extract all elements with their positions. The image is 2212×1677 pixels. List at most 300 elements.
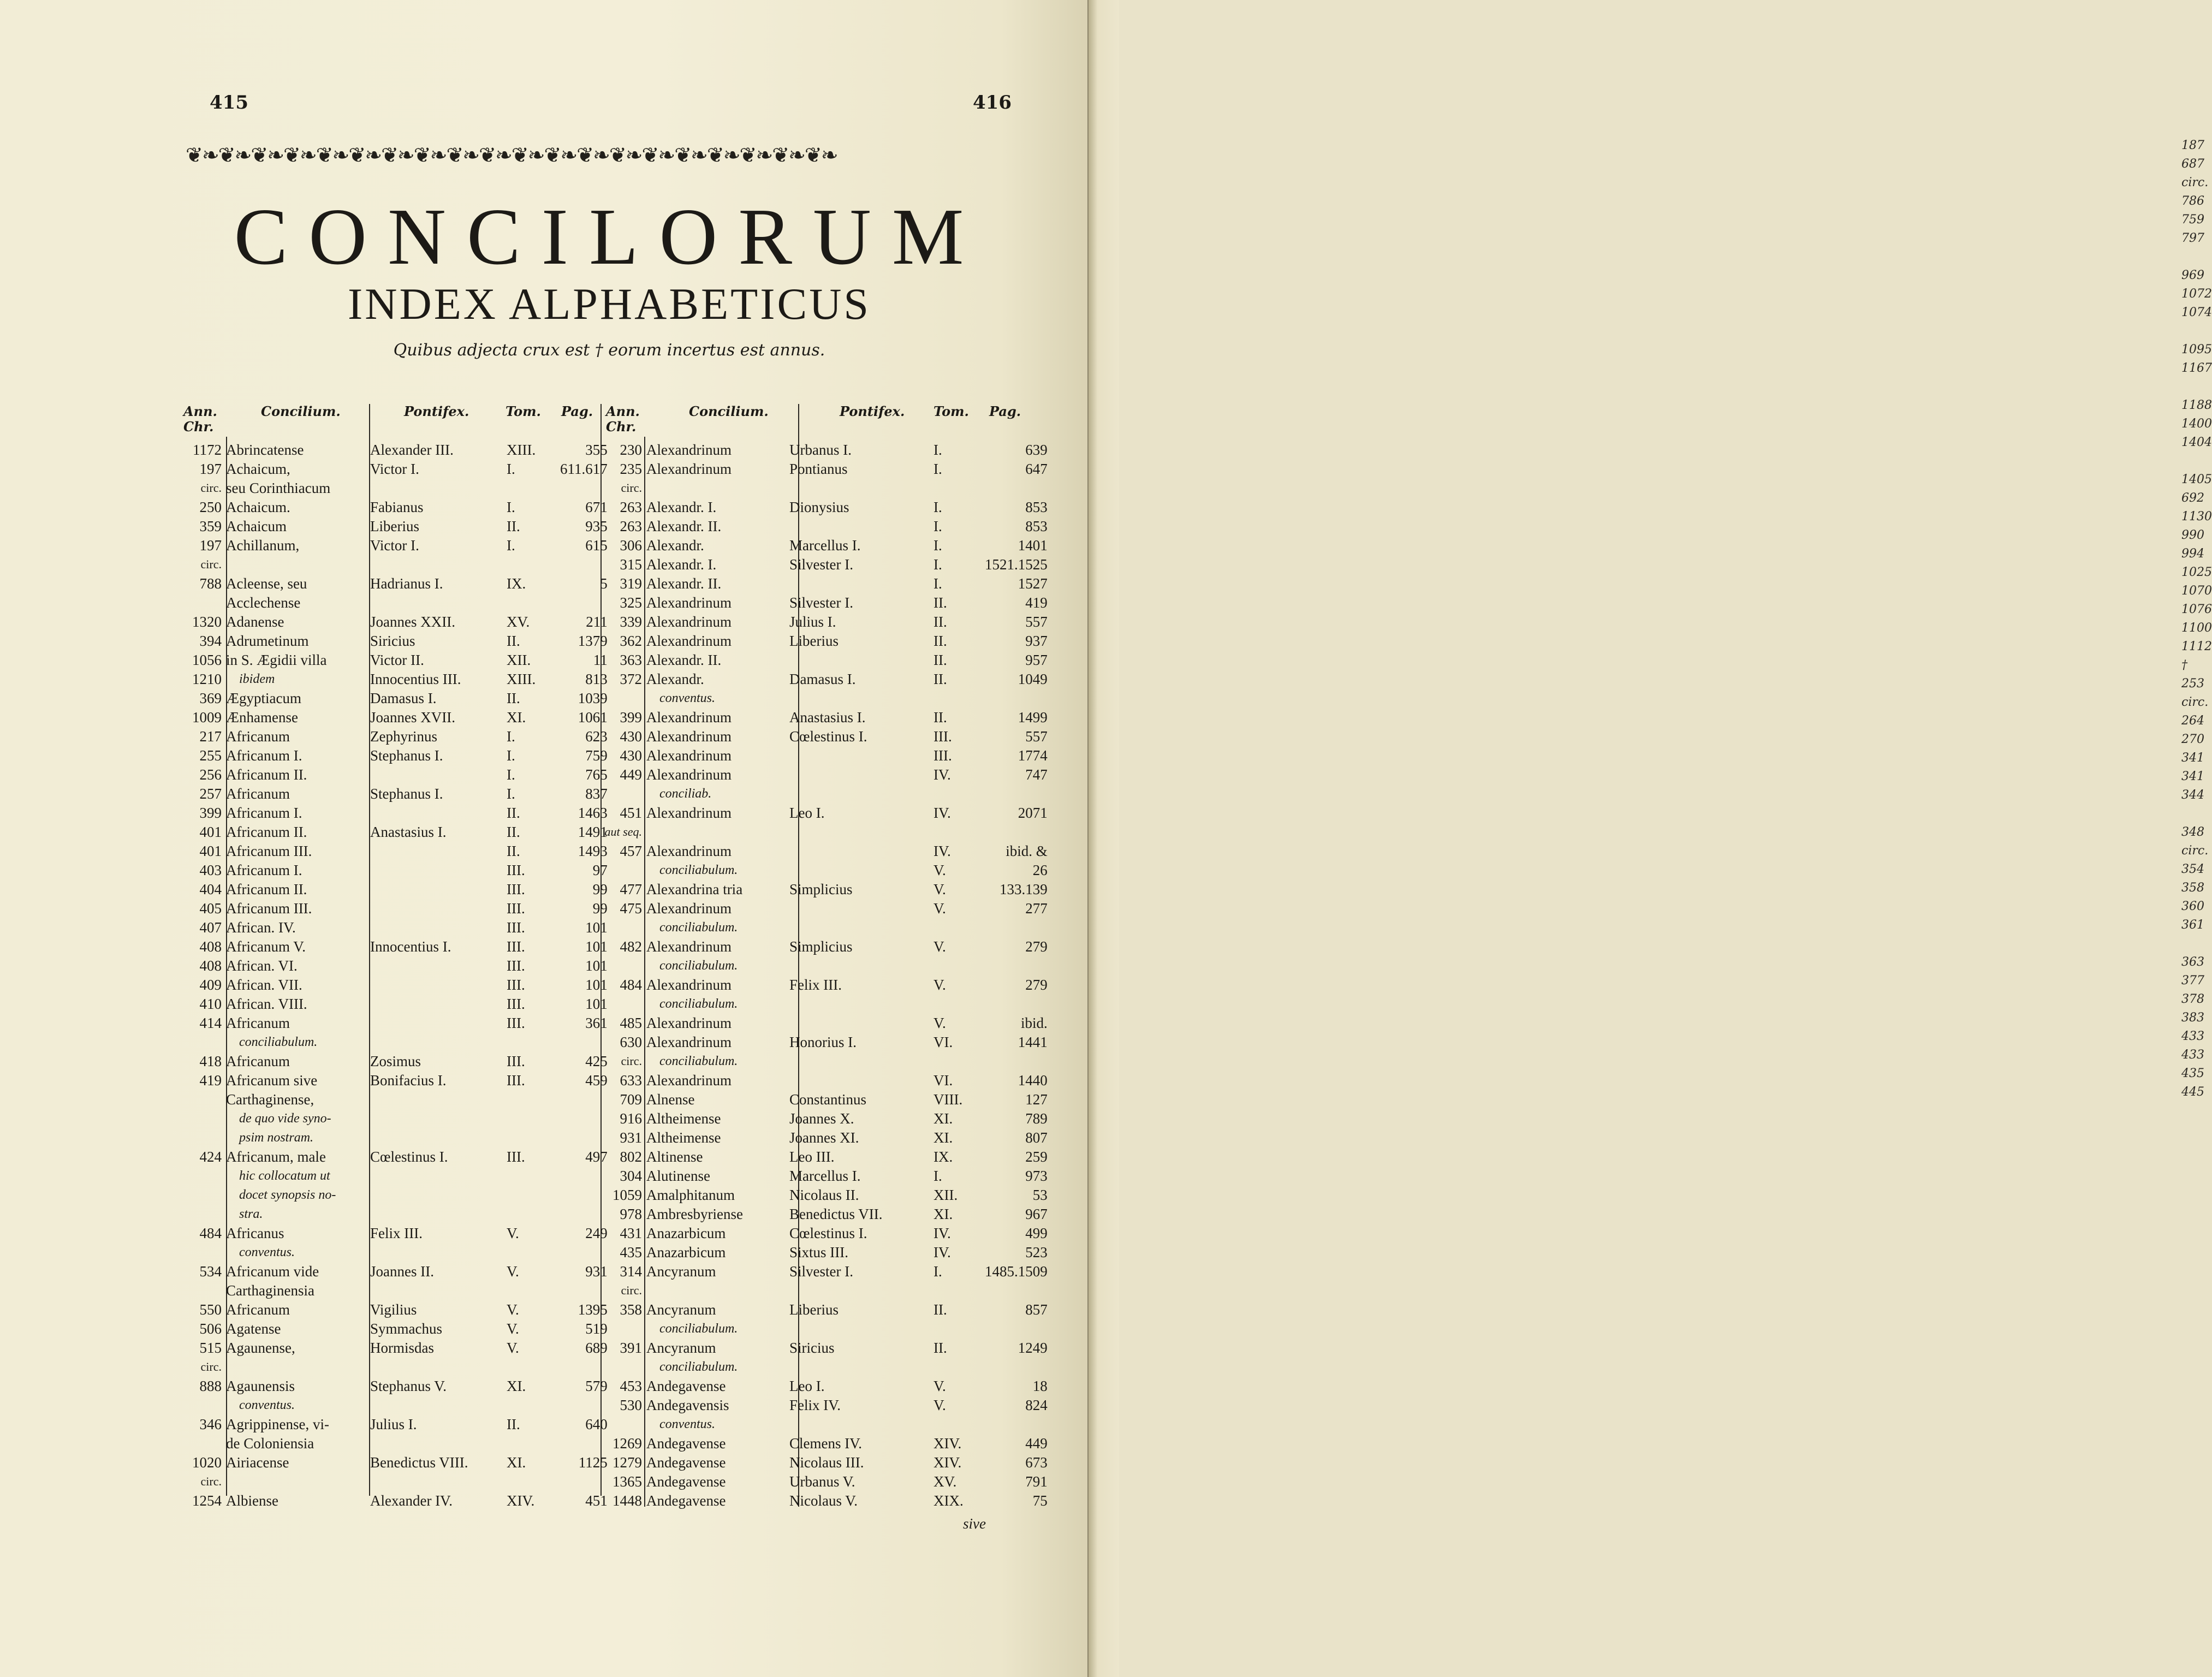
tome-cell: XI. <box>507 1454 526 1471</box>
tome-cell: XII. <box>933 1187 958 1203</box>
year-cell: 263 <box>620 499 642 515</box>
year-cell: 403 <box>199 862 222 878</box>
concilium-cell: Alexandr. <box>646 537 704 554</box>
gutter-year: 378 <box>2181 992 2204 1006</box>
table-row <box>603 1454 1048 1473</box>
table-row <box>603 479 1048 498</box>
concilium-cell: conciliabulum. <box>239 1035 318 1049</box>
table-row <box>603 1473 1048 1492</box>
tome-cell: III. <box>507 919 525 936</box>
pontifex-cell: Urbanus I. <box>789 442 852 458</box>
page-cell: 499 <box>1025 1225 1048 1241</box>
page-cell: 1527 <box>1018 575 1048 592</box>
table-row <box>183 919 608 938</box>
page-cell: 451 <box>585 1492 608 1509</box>
page-cell: 973 <box>1025 1168 1048 1184</box>
tome-cell <box>506 1033 560 1052</box>
year-cell: 482 <box>620 938 642 955</box>
pontifex-cell: Benedictus VIII. <box>370 1454 468 1471</box>
year-cell: 369 <box>199 690 222 706</box>
concilium-cell: hic collocatum ut <box>239 1169 330 1183</box>
year-cell: 424 <box>199 1149 222 1165</box>
table-row <box>183 1454 608 1473</box>
table-row <box>603 976 1048 995</box>
concilium-cell: Altheimense <box>646 1129 721 1146</box>
tome-cell: II. <box>933 1301 947 1318</box>
year-cell: 430 <box>620 728 642 745</box>
tome-cell: XII. <box>507 652 531 668</box>
table-row <box>603 1205 1048 1224</box>
pontifex-cell: Joannes XXII. <box>370 614 455 630</box>
pontifex-cell: Joannes XVII. <box>370 709 455 725</box>
page-cell: 18 <box>1032 1378 1048 1394</box>
page-cell: 1440 <box>1018 1072 1048 1089</box>
gutter-year: 990 <box>2181 528 2204 542</box>
pontifex-cell: Silvester I. <box>789 556 853 573</box>
table-row <box>183 1416 608 1435</box>
table-row <box>183 1492 608 1511</box>
pontifex-cell: Felix III. <box>789 977 842 993</box>
gutter-year: 1100 <box>2181 621 2212 635</box>
concilium-cell: conciliabulum. <box>659 863 738 877</box>
tome-cell: II. <box>507 805 520 821</box>
concilium-cell: Agatense <box>226 1321 281 1337</box>
pontifex-cell <box>370 900 506 919</box>
pontifex-cell: Damasus I. <box>370 690 437 706</box>
year-cell: 1448 <box>613 1492 642 1509</box>
year-cell: 457 <box>620 843 642 859</box>
year-cell <box>183 1129 226 1148</box>
tome-cell <box>932 1282 985 1301</box>
pontifex-cell: Siricius <box>370 633 415 649</box>
year-cell: 1020 <box>192 1454 222 1471</box>
table-row <box>183 1377 608 1396</box>
tome-cell: I. <box>933 461 942 477</box>
concilium-cell: Africanus <box>226 1225 284 1241</box>
page-cell: 853 <box>1025 518 1048 534</box>
tome-cell: XI. <box>507 709 526 725</box>
concilium-cell: Abrincatense <box>226 442 304 458</box>
year-cell: 314 <box>620 1263 642 1280</box>
concilium-cell: Anazarbicum <box>646 1244 726 1260</box>
pontifex-cell <box>789 1072 932 1091</box>
table-row <box>603 689 1048 709</box>
tome-cell: XIV. <box>507 1492 535 1509</box>
pontifex-cell: Stephanus I. <box>370 786 443 802</box>
page-cell: 279 <box>1025 977 1048 993</box>
concilium-cell: Adrumetinum <box>226 633 309 649</box>
page-cell: 277 <box>1025 900 1048 917</box>
page-cell: 623 <box>585 728 608 745</box>
ornament-band: ❦❧❦❧❦❧❦❧❦❧❦❧❦❧❦❧❦❧❦❧❦❧❦❧❦❧❦❧❦❧❦❧❦❧❦❧❦❧❦❧ <box>186 143 837 167</box>
gutter-year: 1072 <box>2181 287 2212 301</box>
pontifex-cell: Zephyrinus <box>370 728 437 745</box>
table-row <box>183 537 608 556</box>
pontifex-cell <box>370 1473 506 1492</box>
concilium-cell: Africanum <box>226 1015 290 1031</box>
table-row <box>183 747 608 766</box>
pontifex-cell <box>789 689 932 709</box>
title-main: CONCILORUM <box>234 192 985 282</box>
year-cell <box>183 1091 226 1110</box>
pontifex-cell: Silvester I. <box>789 594 853 611</box>
page-number-right: 416 <box>973 92 1012 114</box>
gutter-year: 1188 <box>2181 399 2212 412</box>
gutter-year: 433 <box>2181 1048 2204 1062</box>
tome-cell: I. <box>507 728 515 745</box>
concilium-cell: Ænhamense <box>226 709 298 725</box>
pontifex-cell <box>370 1091 506 1110</box>
table-row <box>183 1473 608 1492</box>
tome-cell: V. <box>933 1397 946 1413</box>
concilium-cell: Africanum <box>226 1301 290 1318</box>
pontifex-cell: Sixtus III. <box>789 1244 848 1260</box>
table-row <box>183 575 608 594</box>
concilium-cell: de quo vide syno- <box>239 1111 331 1126</box>
tome-cell: V. <box>507 1301 519 1318</box>
tome-cell: II. <box>933 1340 947 1356</box>
table-row <box>183 842 608 861</box>
pontifex-cell: Joannes X. <box>789 1110 854 1127</box>
page-cell: 611.617 <box>560 461 608 477</box>
table-row <box>183 1072 608 1091</box>
table-row <box>183 1435 608 1454</box>
table-row <box>183 1148 608 1167</box>
table-row <box>183 976 608 995</box>
page-cell: 133.139 <box>1000 881 1048 897</box>
pontifex-cell: Victor II. <box>370 652 424 668</box>
table-row <box>603 804 1048 823</box>
page-cell <box>985 689 1048 709</box>
table-row <box>603 1148 1048 1167</box>
pontifex-cell: Constantinus <box>789 1091 867 1108</box>
page-cell: 1774 <box>1018 747 1048 764</box>
year-cell: 435 <box>620 1244 642 1260</box>
pontifex-cell: Simplicius <box>789 881 853 897</box>
concilium-cell: Alexandrinum <box>646 900 732 917</box>
table-row <box>183 709 608 728</box>
table-row <box>603 785 1048 804</box>
page-cell <box>560 594 608 613</box>
year-cell: 250 <box>199 499 222 515</box>
concilium-cell: Andegavense <box>646 1492 726 1509</box>
pontifex-cell <box>370 804 506 823</box>
pontifex-cell <box>789 919 932 938</box>
table-row <box>603 1282 1048 1301</box>
tome-cell: V. <box>507 1340 519 1356</box>
year-cell: 916 <box>620 1110 642 1127</box>
tome-cell <box>506 1167 560 1186</box>
pontifex-cell: Nicolaus II. <box>789 1187 859 1203</box>
table-row <box>603 1396 1048 1416</box>
concilium-cell: Alexandrina tria <box>646 881 743 897</box>
pontifex-cell: Clemens IV. <box>789 1435 862 1452</box>
year-cell: 451 <box>620 805 642 821</box>
page-cell: 557 <box>1025 728 1048 745</box>
subtitle-note: Quibus adjecta crux est † eorum incertus est annus. <box>393 341 825 360</box>
year-cell: 802 <box>620 1149 642 1165</box>
tome-cell: II. <box>933 652 947 668</box>
tome-cell: II. <box>507 824 520 840</box>
pontifex-cell <box>370 1014 506 1033</box>
concilium-cell: Albiense <box>226 1492 278 1509</box>
year-cell <box>183 1033 226 1052</box>
tome-cell: XIII. <box>507 442 536 458</box>
year-cell: 325 <box>620 594 642 611</box>
year-cell: 306 <box>620 537 642 554</box>
table-row <box>183 689 608 709</box>
concilium-cell: Africanum II. <box>226 766 307 783</box>
tome-cell <box>932 1416 985 1435</box>
table-row <box>603 632 1048 651</box>
pontifex-cell <box>789 995 932 1014</box>
gutter-year: 1076 <box>2181 603 2212 616</box>
pontifex-cell <box>370 919 506 938</box>
concilium-cell: African. VI. <box>226 958 298 974</box>
gutter-year <box>2181 322 2207 341</box>
year-cell <box>183 1282 226 1301</box>
tome-cell <box>506 1205 560 1224</box>
table-row <box>183 1186 608 1205</box>
concilium-cell: Africanum <box>226 728 290 745</box>
pontifex-cell: Joannes II. <box>370 1263 434 1280</box>
tome-cell: V. <box>933 1378 946 1394</box>
pontifex-cell: Benedictus VII. <box>789 1206 883 1222</box>
table-row <box>183 881 608 900</box>
pontifex-cell: Liberius <box>789 633 839 649</box>
page-cell: 813 <box>585 671 608 687</box>
year-cell: 431 <box>620 1225 642 1241</box>
page-cell: 101 <box>585 938 608 955</box>
year-cell: 1320 <box>192 614 222 630</box>
page-cell: 1521.1525 <box>985 556 1048 573</box>
page-cell: 935 <box>585 518 608 534</box>
gutter-year: 270 <box>2181 733 2204 746</box>
tome-cell: I. <box>933 575 942 592</box>
table-row <box>603 823 1048 842</box>
year-cell: 475 <box>620 900 642 917</box>
page-cell: 1401 <box>1018 537 1048 554</box>
pontifex-cell: Simplicius <box>789 938 853 955</box>
concilium-cell: Achaicum <box>226 518 287 534</box>
year-cell <box>183 1244 226 1263</box>
tome-cell: I. <box>507 786 515 802</box>
page-cell: 101 <box>585 919 608 936</box>
page-cell <box>560 1205 608 1224</box>
table-row <box>183 995 608 1014</box>
tome-cell: III. <box>507 1053 525 1069</box>
page-cell: 1485.1509 <box>985 1263 1048 1280</box>
page-cell: 579 <box>585 1378 608 1394</box>
pontifex-cell: Damasus I. <box>789 671 856 687</box>
concilium-cell: Achillanum, <box>226 537 300 554</box>
table-row <box>183 785 608 804</box>
tome-cell: IV. <box>933 805 951 821</box>
page-cell: 689 <box>585 1340 608 1356</box>
page-cell: 425 <box>585 1053 608 1069</box>
pontifex-cell <box>789 575 932 594</box>
page-cell: 1441 <box>1018 1034 1048 1050</box>
tome-cell: XIX. <box>933 1492 964 1509</box>
page-cell: 419 <box>1025 594 1048 611</box>
pontifex-cell <box>370 594 506 613</box>
page-cell <box>985 1052 1048 1072</box>
page-cell <box>560 1167 608 1186</box>
gutter-year: 361 <box>2181 918 2204 932</box>
pontifex-cell <box>370 1282 506 1301</box>
gutter-year: 341 <box>2181 751 2204 765</box>
concilium-cell: Agaunense, <box>226 1340 295 1356</box>
table-row <box>603 900 1048 919</box>
tome-cell: V. <box>933 938 946 955</box>
pontifex-cell: Liberius <box>370 518 419 534</box>
page-cell <box>985 479 1048 498</box>
pontifex-cell <box>370 995 506 1014</box>
year-cell: 534 <box>199 1263 222 1280</box>
pontifex-cell: Zosimus <box>370 1053 421 1069</box>
page-cell: 355 <box>585 442 608 458</box>
concilium-cell: Acleense, seu <box>226 575 307 592</box>
pontifex-cell <box>789 861 932 881</box>
tome-cell: I. <box>933 442 942 458</box>
concilium-cell: Alexandrinum <box>646 766 732 783</box>
gutter-year <box>2181 378 2207 396</box>
page-cell: 1249 <box>1018 1340 1048 1356</box>
year-cell: 401 <box>199 824 222 840</box>
concilium-cell: Ambresbyriense <box>646 1206 743 1222</box>
gutter-year: 994 <box>2181 547 2204 561</box>
concilium-cell: Alexandrinum <box>646 747 732 764</box>
table-row <box>603 1358 1048 1377</box>
table-row <box>183 632 608 651</box>
tome-cell: XV. <box>507 614 530 630</box>
page-cell: 1491 <box>578 824 608 840</box>
tome-cell <box>506 1282 560 1301</box>
table-row <box>603 1224 1048 1244</box>
pontifex-cell <box>370 1033 506 1052</box>
tome-cell: I. <box>507 461 515 477</box>
table-row <box>183 1167 608 1186</box>
year-cell: 709 <box>620 1091 642 1108</box>
gutter-year: 1070 <box>2181 584 2212 598</box>
concilium-cell: Carthaginensia <box>226 1282 314 1299</box>
gutter-year: 445 <box>2181 1085 2204 1099</box>
pontifex-cell <box>370 1129 506 1148</box>
tome-cell <box>932 823 985 842</box>
concilium-cell: Ancyranum <box>646 1340 716 1356</box>
page-cell: 101 <box>585 977 608 993</box>
table-row <box>183 1091 608 1110</box>
concilium-cell: conventus. <box>659 1417 715 1431</box>
gutter-year: 435 <box>2181 1067 2204 1080</box>
table-row <box>183 1282 608 1301</box>
tome-cell <box>506 594 560 613</box>
year-cell <box>183 1167 226 1186</box>
header-tom-right: Tom. <box>933 403 969 419</box>
gutter-year: 363 <box>2181 955 2204 969</box>
concilium-cell: conventus. <box>239 1245 295 1259</box>
concilium-cell: Alexandrinum <box>646 843 732 859</box>
header-ann-left: Ann. Chr. <box>183 403 217 435</box>
table-row <box>183 498 608 518</box>
pontifex-cell: Joannes XI. <box>789 1129 859 1146</box>
table-row <box>603 556 1048 575</box>
page-cell <box>560 1435 608 1454</box>
concilium-cell: Alexandr. I. <box>646 556 717 573</box>
tome-cell <box>932 919 985 938</box>
pontifex-cell: Cœlestinus I. <box>370 1149 448 1165</box>
year-cell: 1009 <box>192 709 222 725</box>
year-cell: circ. <box>621 481 642 495</box>
pontifex-cell: Victor I. <box>370 537 419 554</box>
tome-cell: I. <box>507 499 515 515</box>
tome-cell: IV. <box>933 1244 951 1260</box>
concilium-cell: Achaicum. <box>226 499 290 515</box>
concilium-cell: Achaicum, <box>226 461 290 477</box>
pontifex-cell <box>789 651 932 670</box>
concilium-cell: Africanum <box>226 786 290 802</box>
concilium-cell: de Coloniensia <box>226 1435 314 1452</box>
year-cell: aut seq. <box>604 825 642 838</box>
pontifex-cell: Nicolaus III. <box>789 1454 864 1471</box>
table-row <box>183 518 608 537</box>
gutter-year: 1025 <box>2181 566 2212 579</box>
header-concilium-right: Concilium. <box>689 403 769 419</box>
page-cell: 211 <box>586 614 608 630</box>
year-cell <box>603 1416 646 1435</box>
concilium-cell: Alexandrinum <box>646 1034 732 1050</box>
pontifex-cell: Nicolaus V. <box>789 1492 858 1509</box>
year-cell: 1254 <box>192 1492 222 1509</box>
concilium-cell: Alnense <box>646 1091 695 1108</box>
page-cell: 249 <box>585 1225 608 1241</box>
page-cell <box>560 1358 608 1377</box>
gutter-year: circ. <box>2181 695 2209 709</box>
gutter-year: 797 <box>2181 231 2204 245</box>
concilium-cell: Adanense <box>226 614 284 630</box>
pontifex-cell <box>789 1052 932 1072</box>
page-cell: 449 <box>1025 1435 1048 1452</box>
page-cell <box>985 919 1048 938</box>
pontifex-cell: Leo I. <box>789 805 825 821</box>
pontifex-cell: Victor I. <box>370 461 419 477</box>
pontifex-cell: Leo III. <box>789 1149 835 1165</box>
page-cell <box>560 1129 608 1148</box>
tome-cell: III. <box>507 1072 525 1089</box>
table-row <box>183 1110 608 1129</box>
table-row <box>603 861 1048 881</box>
table-row <box>183 728 608 747</box>
table-row <box>183 1320 608 1339</box>
concilium-cell: Alexandrinum <box>646 461 732 477</box>
page-cell: 557 <box>1025 614 1048 630</box>
table-row <box>183 1224 608 1244</box>
tome-cell: IV. <box>933 1225 951 1241</box>
concilium-cell: Africanum <box>226 1053 290 1069</box>
tome-cell <box>932 995 985 1014</box>
concilium-cell: Africanum I. <box>226 805 302 821</box>
table-row <box>603 1263 1048 1282</box>
gutter-year <box>2181 935 2207 953</box>
gutter-year: 759 <box>2181 213 2204 227</box>
year-cell: 407 <box>199 919 222 936</box>
concilium-cell <box>646 1282 789 1301</box>
year-cell: 931 <box>620 1129 642 1146</box>
pontifex-cell <box>789 766 932 785</box>
tome-cell: XIV. <box>933 1454 962 1471</box>
year-cell: 405 <box>199 900 222 917</box>
concilium-cell: Africanum, male <box>226 1149 326 1165</box>
